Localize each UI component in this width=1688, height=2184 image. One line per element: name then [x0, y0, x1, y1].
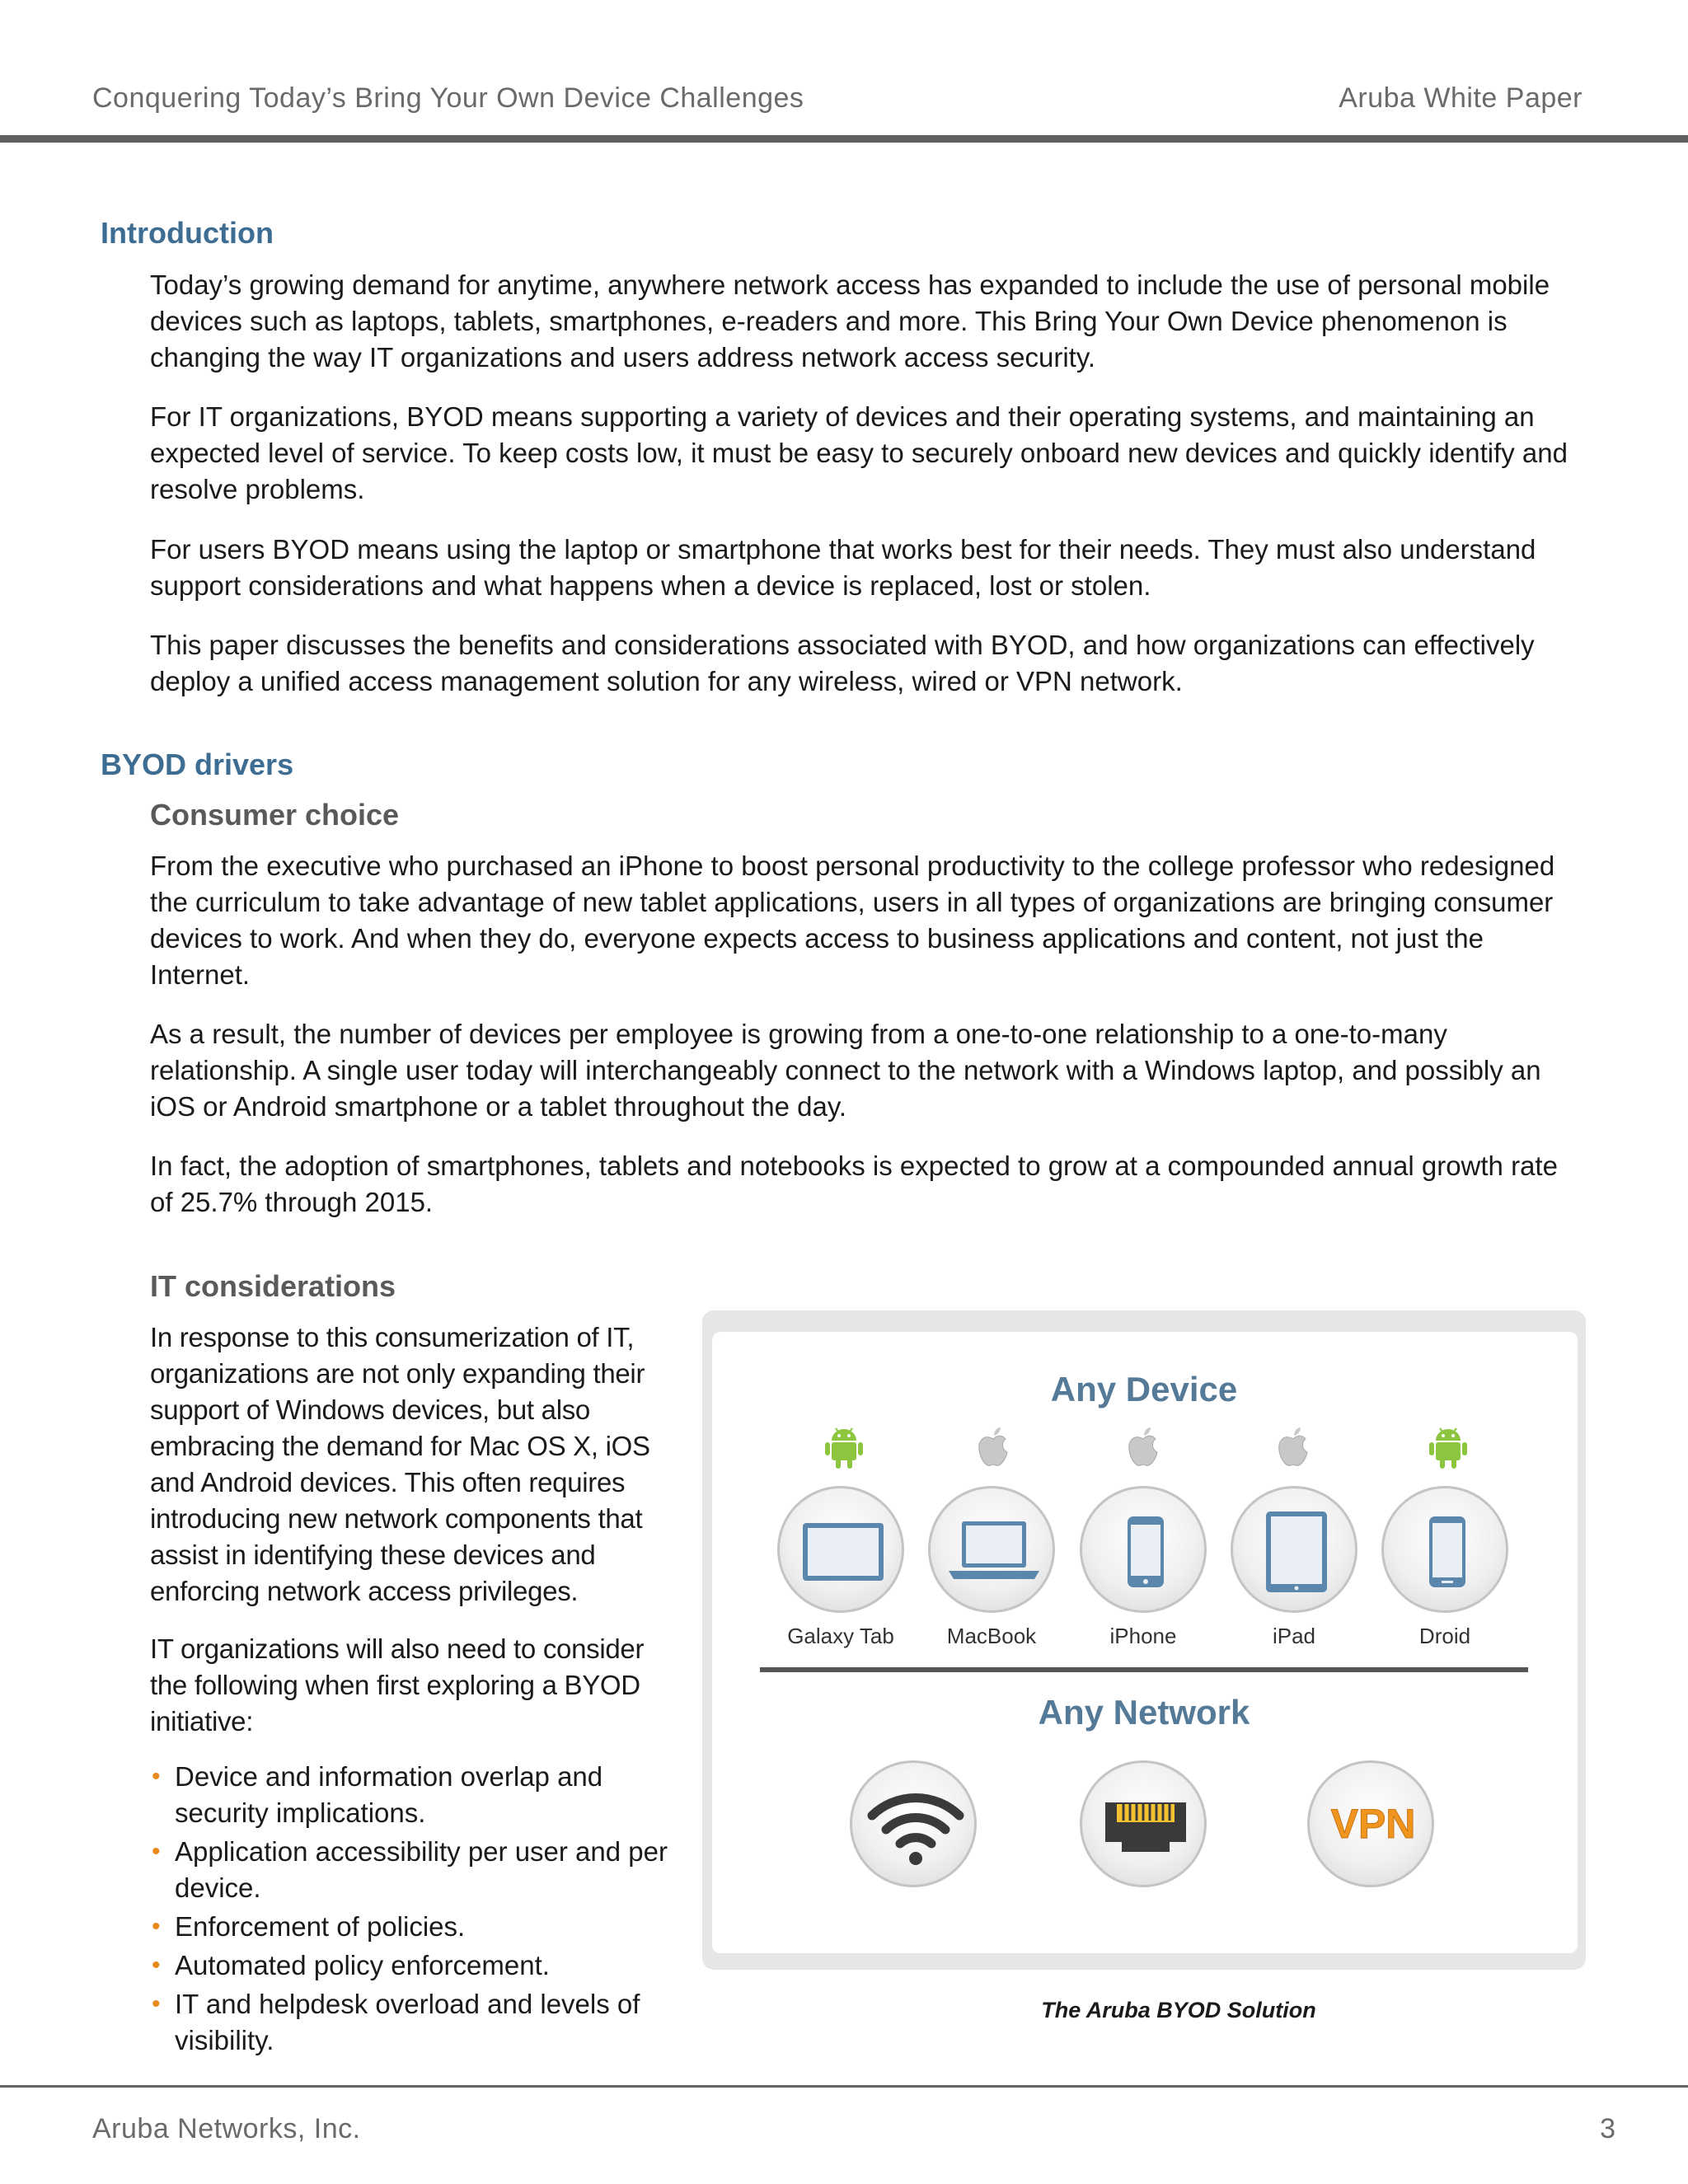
intro-paragraph-1: Today’s growing demand for anytime, anywhere network access has expanded to include the use of personal mobile devices such as laptops, tablets, smartphones, e-readers and more. This Bring Your Own Device phenomenon is changing the way IT organizations and users address network access security.: [150, 269, 1550, 373]
device-label: iPhone: [1109, 1624, 1177, 1648]
header-title: Conquering Today’s Bring Your Own Device Challenges: [92, 82, 804, 114]
list-item: [150, 1834, 678, 1906]
page-number: 3: [1600, 2113, 1615, 2144]
consumer-paragraph-3: In fact, the adoption of smartphones, tablets and notebooks is expected to grow at a compounded annual growth rate of 25.7% through 2015.: [150, 1151, 1558, 1217]
device-label: MacBook: [946, 1624, 1037, 1648]
tablet-icon: [780, 1488, 907, 1615]
ipad-device: [1231, 1486, 1357, 1613]
list-item: [150, 1759, 678, 1831]
it-paragraph-1: In response to this consumerization of IT, organizations are not only expanding their support of Windows devices, but also embracing the demand for Mac OS X, iOS and Android devices. This often requires introducing new network components that assist in identifying these devices and enforcing network access privileges.: [150, 1322, 650, 1606]
any-network-title: Any Network: [1038, 1693, 1250, 1732]
macbook-device: [928, 1486, 1055, 1613]
apple-icon: [974, 1424, 1012, 1474]
vpn-label: VPN: [1330, 1801, 1416, 1847]
list-item: [150, 1986, 678, 2059]
smartphone-icon: [1082, 1488, 1209, 1615]
consumer-paragraph-2: As a result, the number of devices per employee is growing from a one-to-one relationship to a one-to-many relationship. A single user today will interchangeably connect to the network with a Windows laptop, and possibly an iOS or Android smartphone or a tablet throughout the day.: [150, 1019, 1541, 1122]
intro-paragraph-4: This paper discusses the benefits and considerations associated with BYOD, and how organizations can effectively deploy a unified access management solution for any wireless, wired or VPN network.: [150, 630, 1535, 696]
list-item: [150, 1947, 678, 1984]
footer-divider: [0, 2085, 1688, 2088]
list-item-text: IT and helpdesk overload and levels of visibility.: [175, 1989, 640, 2055]
galaxy-tab-device: [777, 1486, 904, 1613]
ethernet-port-icon: [1082, 1763, 1209, 1890]
section-heading-introduction: Introduction: [101, 216, 274, 250]
figure-caption: The Aruba BYOD Solution: [1041, 1998, 1316, 2022]
intro-paragraph-3: For users BYOD means using the laptop or smartphone that works best for their needs. They must also understand support considerations and what happens when a device is replaced, lost or stolen.: [150, 534, 1536, 601]
bullet-dot: •: [152, 1913, 161, 1940]
it-considerations-list: [150, 1759, 678, 2061]
any-device-title: Any Device: [1050, 1370, 1238, 1408]
list-item-text: Application accessibility per user and per device.: [175, 1836, 668, 1903]
list-item-text: Device and information overlap and security implications.: [175, 1761, 603, 1828]
device-label: Droid: [1418, 1624, 1471, 1648]
android-icon: [1429, 1424, 1467, 1474]
wired-network: [1080, 1760, 1207, 1887]
wireless-network: [850, 1760, 977, 1887]
laptop-icon: [931, 1488, 1057, 1615]
vpn-network: [1307, 1760, 1434, 1887]
list-item: [150, 1909, 678, 1945]
apple-icon: [1124, 1424, 1162, 1474]
smartphone-icon: [1384, 1488, 1511, 1615]
footer-company: Aruba Networks, Inc.: [92, 2113, 361, 2144]
figure-divider: [760, 1667, 1528, 1672]
device-label: Galaxy Tab: [787, 1624, 894, 1648]
list-item-text: Enforcement of policies.: [175, 1911, 466, 1942]
bullet-dot: •: [152, 1763, 161, 1790]
consumer-paragraph-1: From the executive who purchased an iPhone to boost personal productivity to the college professor who redesigned the curriculum to take advantage of new tablet applications, users in all types of organizations are bringing consumer devices to work. And when they do, everyone expects access to business applications and content, not just the Internet.: [150, 851, 1555, 990]
header-divider: [0, 135, 1688, 143]
device-label: iPad: [1272, 1624, 1316, 1648]
wifi-icon: [852, 1763, 979, 1890]
header-doc-type: Aruba White Paper: [1339, 82, 1582, 114]
vpn-icon: [1310, 1763, 1437, 1890]
bullet-dot: •: [152, 1990, 161, 2018]
subheading-consumer-choice: Consumer choice: [150, 798, 400, 832]
list-item-text: Automated policy enforcement.: [175, 1950, 550, 1980]
subheading-it-considerations: IT considerations: [150, 1269, 396, 1303]
it-paragraph-2: IT organizations will also need to consider the following when first exploring a BYOD initiative:: [150, 1633, 645, 1736]
bullet-dot: •: [152, 1838, 161, 1865]
droid-device: [1381, 1486, 1508, 1613]
iphone-device: [1080, 1486, 1207, 1613]
intro-paragraph-2: For IT organizations, BYOD means supporting a variety of devices and their operating systems, and maintaining an expected level of service. To keep costs low, it must be easy to securely onboard new devices and quickly identify and resolve problems.: [150, 401, 1568, 504]
bullet-dot: •: [152, 1952, 161, 1979]
section-heading-byod-drivers: BYOD drivers: [101, 748, 294, 781]
apple-icon: [1274, 1424, 1312, 1474]
tablet-icon: [1233, 1488, 1360, 1615]
android-icon: [825, 1424, 863, 1474]
